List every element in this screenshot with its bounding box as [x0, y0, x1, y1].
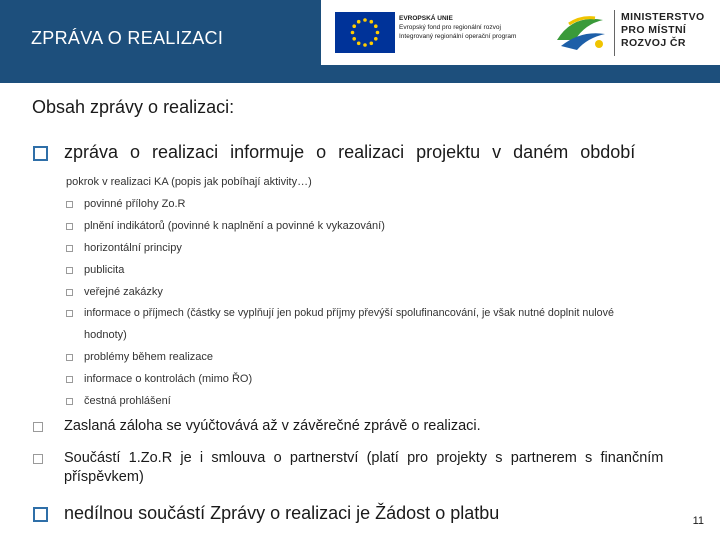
checkbox-bullet-icon: [66, 201, 73, 208]
list-item-label: veřejné zakázky: [84, 286, 163, 298]
logo-divider: [614, 10, 615, 56]
section-title: Obsah zprávy o realizaci:: [32, 97, 235, 117]
eu-logo-line: Integrovaný regionální operační program: [399, 33, 517, 40]
checkbox-bullet-icon: [66, 376, 73, 383]
list-item-label: čestná prohlášení: [84, 395, 171, 407]
checkbox-bullet-icon: [66, 245, 73, 252]
mmr-logo-line: PRO MÍSTNÍ: [621, 24, 687, 36]
list-item-label: zpráva o realizaci informuje o realizaci projektu v daném období: [64, 142, 636, 162]
list-item-label: příspěvkem): [64, 469, 144, 485]
checkbox-bullet-icon: [33, 146, 48, 161]
mmr-logo-text: [621, 11, 705, 50]
list-item-label: Součástí 1.Zo.R je i smlouva o partnerství (platí pro projekty s partnerem s finančním: [64, 450, 664, 466]
checkbox-bullet-icon: [33, 507, 48, 522]
list-item-label: publicita: [84, 264, 125, 276]
list-item-label: problémy během realizace: [84, 351, 214, 363]
checkbox-bullet-icon: [66, 267, 73, 274]
logo-strip: [321, 0, 720, 65]
page-number: 11: [692, 515, 704, 527]
header-bar: [0, 0, 720, 83]
list-item-text: [64, 142, 710, 163]
mmr-logo-line: ROZVOJ ČR: [621, 37, 686, 49]
list-item-label: nedílnou součástí Zprávy o realizaci je Žádost o platbu: [64, 503, 500, 523]
list-item-label: informace o kontrolách (mimo ŘO): [84, 373, 253, 385]
checkbox-bullet-icon: [66, 289, 73, 296]
checkbox-bullet-icon: [33, 422, 43, 432]
list-item-label: horizontální principy: [84, 242, 182, 254]
checkbox-bullet-icon: [66, 398, 73, 405]
list-item-label: povinné přílohy Zo.R: [84, 198, 186, 210]
list-item-label: Zaslaná záloha se vyúčtovává až v závěrečné zprávě o realizaci.: [64, 418, 481, 434]
list-item-continuation: hodnoty): [84, 329, 127, 341]
list-item-label: plnění indikátorů (povinné k naplnění a povinné k vykazování): [84, 220, 385, 232]
page-title: ZPRÁVA O REALIZACI: [31, 28, 224, 48]
mmr-emblem-icon: [551, 10, 611, 56]
list-item-label: informace o příjmech (částky se vyplňují jen pokud příjmy převýší spolufinancování, je však nutné doplnit nulové: [84, 307, 614, 319]
checkbox-bullet-icon: [66, 310, 73, 317]
checkbox-bullet-icon: [66, 354, 73, 361]
eu-logo-line: EVROPSKÁ UNIE: [399, 15, 453, 22]
eu-logo-line: Evropský fond pro regionální rozvoj: [399, 24, 501, 31]
eu-flag-logo: [335, 12, 395, 53]
sub-intro-text: pokrok v realizaci KA (popis jak pobíhají aktivity…): [66, 176, 312, 188]
checkbox-bullet-icon: [66, 223, 73, 230]
eu-logo-text: [399, 14, 549, 41]
mmr-logo-line: MINISTERSTVO: [621, 11, 705, 23]
checkbox-bullet-icon: [33, 454, 43, 464]
eu-stars-icon: [335, 12, 395, 53]
